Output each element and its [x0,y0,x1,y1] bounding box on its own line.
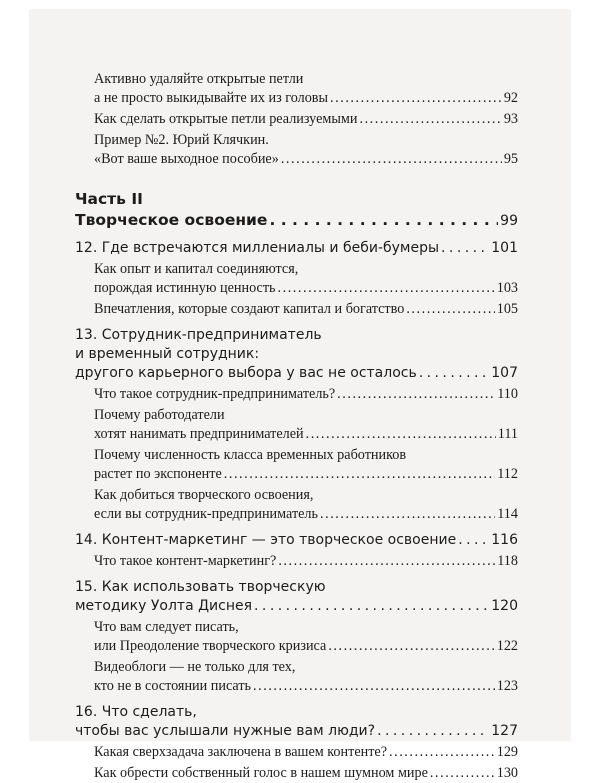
toc-entry-title: хотят нанимать предпринимателей [94,426,304,442]
toc-entry-part-title[interactable] [75,209,518,232]
toc-entry-title: если вы сотрудник-предприниматель [94,506,318,522]
page-number: 123 [496,678,518,694]
dot-leader [278,279,495,298]
toc-entry[interactable] [75,486,518,524]
toc-entry-title: «Вот ваше выходное пособие» [94,151,279,167]
page-number: 99 [500,213,518,229]
toc-entry[interactable] [75,552,518,571]
page-number: 112 [497,466,518,482]
dot-leader [359,110,501,129]
dot-leader [337,385,495,404]
dot-leader [269,209,498,231]
part-label: Часть II [75,190,143,208]
page-number: 127 [491,723,518,739]
chapter-title: другого карьерного выбора у вас не осталось [75,365,417,381]
dot-leader [328,637,494,656]
chapter-title-line: и временный сотрудник: [75,346,260,362]
page-number: 111 [497,426,518,442]
toc-entry-title: Что такое контент-маркетинг? [94,553,277,569]
page-number: 122 [496,638,518,654]
dot-leader [224,465,495,484]
toc-chapter-14[interactable] [75,531,518,550]
toc-entry-line: Видеоблоги — не только для тех, [94,659,296,675]
toc-entry-line: Активно удаляйте открытые петли [94,71,304,87]
toc-entry-example-2[interactable] [75,131,518,169]
toc-entry-line: Почему численность класса временных работников [94,447,407,463]
toc-entry-open-loops[interactable] [75,70,518,108]
toc-entry-line: Пример №2. Юрий Клячкин. [94,132,269,148]
dot-leader [389,743,495,762]
dot-leader [320,505,495,524]
toc-entry-title: Какая сверхзадача заключена в вашем контенте? [94,744,388,760]
toc-entry[interactable] [75,658,518,696]
chapter-title-line: 15. Как использовать творческую [75,579,326,595]
toc-entry[interactable] [75,260,518,298]
toc-entry-title: а не просто выкидывайте их из головы [94,90,329,106]
chapter-title-line: 13. Сотрудник-предприниматель [75,327,322,343]
toc-entry-title: порождая истинную ценность [94,280,276,296]
dot-leader [406,300,494,319]
toc-entry-title: Что такое сотрудник-предприниматель? [94,386,336,402]
toc-entry-line: Что вам следует писать, [94,619,239,635]
page-number: 101 [491,240,518,256]
toc-chapter-15[interactable] [75,578,518,616]
dot-leader [330,89,502,108]
page-number: 129 [496,744,518,760]
toc-entry-title: Впечатления, которые создают капитал и богатство [94,301,405,317]
page-number: 116 [491,532,518,548]
book-page [30,10,570,781]
page-number: 130 [496,765,518,781]
dot-leader [254,597,489,616]
toc-entry[interactable] [75,300,518,319]
chapter-title: 14. Контент-маркетинг — это творческое освоение [75,532,457,548]
page-number: 107 [491,365,518,381]
chapter-title: 12. Где встречаются миллениалы и беби-бумеры [75,240,440,256]
toc-entry-make-loops-realizable[interactable] [75,110,518,129]
page-number: 120 [491,598,518,614]
chapter-title: методику Уолта Диснея [75,598,253,614]
toc-chapter-13[interactable] [75,326,518,383]
dot-leader [281,150,502,169]
dot-leader [377,722,489,741]
toc-entry[interactable] [75,743,518,762]
page-number: 95 [503,151,518,167]
table-of-contents [75,68,518,783]
toc-entry[interactable] [75,385,518,404]
toc-entry-line: Как добиться творческого освоения, [94,487,314,503]
dot-leader [278,552,495,571]
page-number: 92 [503,90,518,106]
page-number: 93 [503,111,518,127]
dot-leader [253,677,495,696]
toc-entry-title: растет по экспоненте [94,466,222,482]
toc-chapter-12[interactable] [75,239,518,258]
toc-entry-line: Как опыт и капитал соединяются, [94,261,299,277]
toc-entry[interactable] [75,406,518,444]
dot-leader [458,531,489,550]
toc-entry[interactable] [75,618,518,656]
dot-leader [419,364,490,383]
toc-entry-title: Как сделать открытые петли реализуемыми [94,111,358,127]
toc-chapter-16[interactable] [75,703,518,741]
chapter-title-line: 16. Что сделать, [75,704,197,720]
toc-entry-title: или Преодоление творческого кризиса [94,638,327,654]
page-number: 103 [496,280,518,296]
dot-leader [306,425,496,444]
toc-entry[interactable] [75,764,518,783]
toc-entry-title: кто не в состоянии писать [94,678,252,694]
toc-entry[interactable] [75,446,518,484]
page-number: 118 [497,553,518,569]
toc-entry-title: Как обрести собственный голос в нашем шумном мире [94,765,428,781]
part-title: Творческое освоение [75,211,268,229]
dot-leader [430,764,495,783]
page-number: 114 [497,506,518,522]
chapter-title: чтобы вас услышали нужные вам люди? [75,723,376,739]
page-number: 105 [496,301,518,317]
dot-leader [441,239,489,258]
page-number: 110 [497,386,518,402]
toc-entry-line: Почему работодатели [94,407,225,423]
